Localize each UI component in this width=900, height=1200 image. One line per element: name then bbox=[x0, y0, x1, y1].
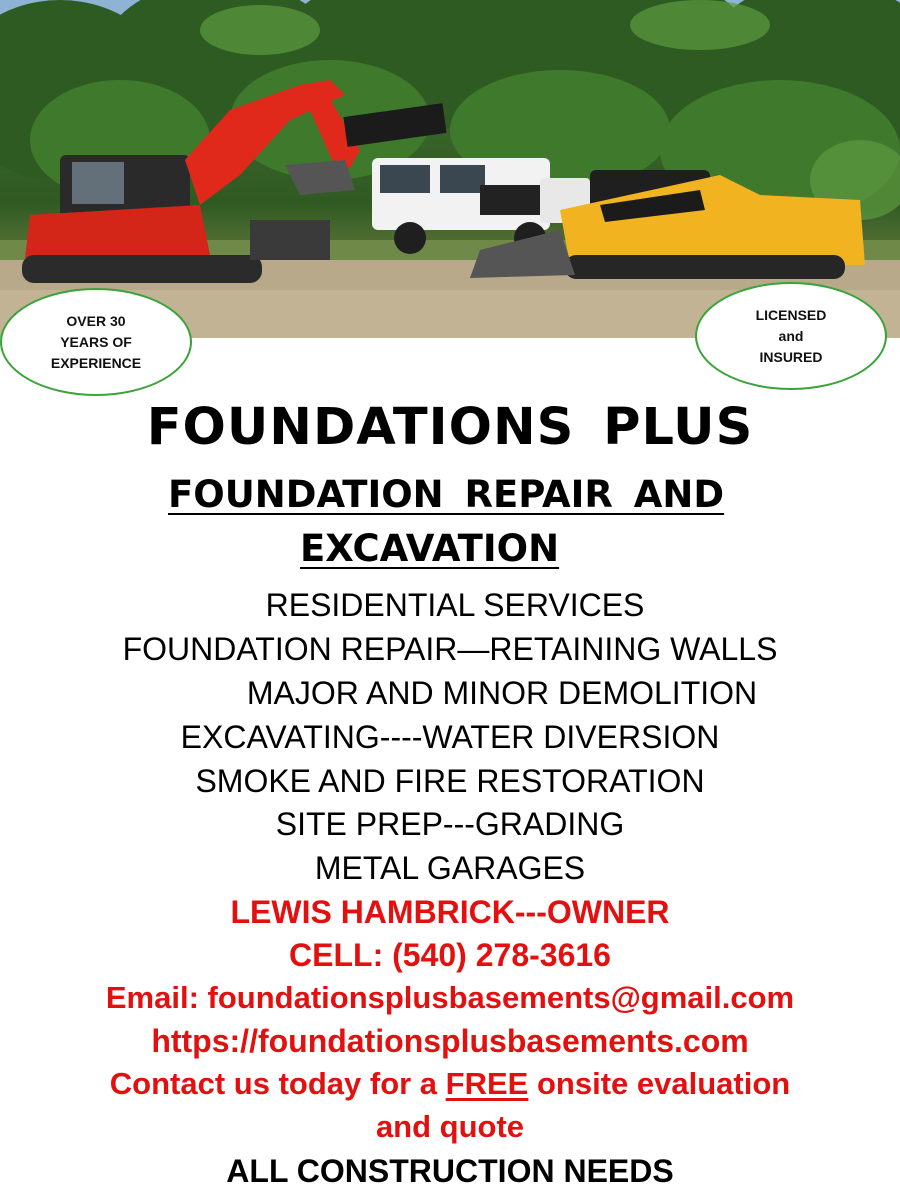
phone-number[interactable]: CELL: (540) 278-3616 bbox=[289, 937, 611, 973]
cta-text-end: onsite evaluation bbox=[528, 1066, 791, 1101]
footer-tagline: ALL CONSTRUCTION NEEDS bbox=[226, 1153, 674, 1189]
tagline-line-1: FOUNDATION REPAIR AND bbox=[168, 473, 725, 516]
service-item: SMOKE AND FIRE RESTORATION bbox=[195, 763, 705, 799]
service-item: FOUNDATION REPAIR—RETAINING WALLS bbox=[122, 631, 778, 667]
service-item: SITE PREP---GRADING bbox=[275, 806, 625, 842]
service-item: RESIDENTIAL SERVICES bbox=[265, 587, 645, 623]
licensed-badge: LICENSED and INSURED bbox=[695, 282, 887, 390]
service-item: EXCAVATING----WATER DIVERSION bbox=[180, 719, 720, 755]
email-address[interactable]: Email: foundationsplusbasements@gmail.com bbox=[105, 980, 795, 1015]
cta-text: Contact us today for a bbox=[109, 1066, 446, 1101]
company-name: FOUNDATIONS PLUS bbox=[146, 398, 754, 457]
experience-badge: OVER 30 YEARS OF EXPERIENCE bbox=[0, 288, 192, 396]
cta-line-1 bbox=[0, 1066, 900, 1102]
tagline-line-2: EXCAVATION bbox=[300, 527, 560, 570]
service-item: MAJOR AND MINOR DEMOLITION bbox=[246, 675, 758, 711]
free-emphasis: FREE bbox=[445, 1066, 529, 1101]
service-item: METAL GARAGES bbox=[314, 850, 586, 886]
cta-line-2: and quote bbox=[375, 1109, 525, 1144]
owner-name: LEWIS HAMBRICK---OWNER bbox=[230, 894, 670, 930]
website-link[interactable]: https://foundationsplusbasements.com bbox=[151, 1023, 749, 1059]
